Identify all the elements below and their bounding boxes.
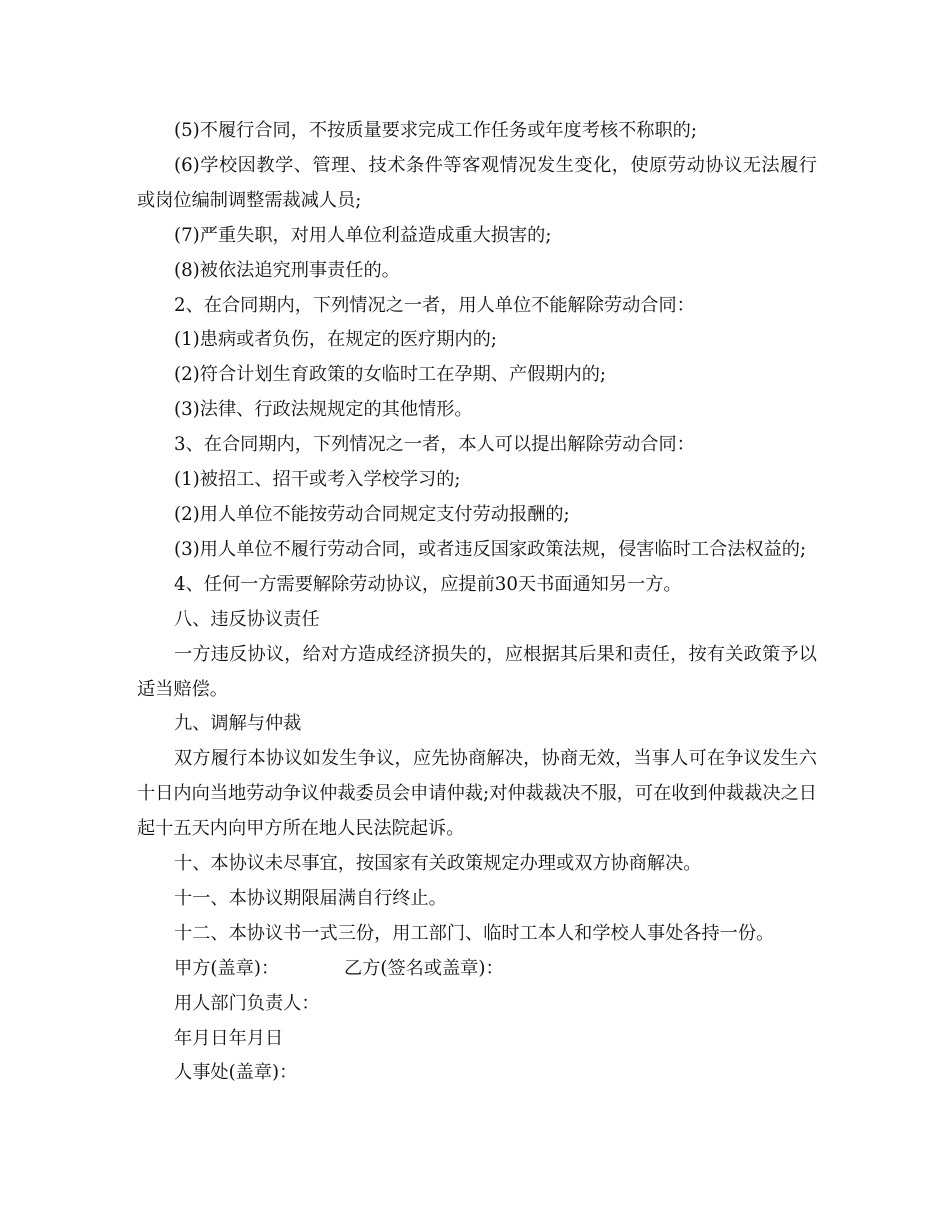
clause-3-item-3: (3)用人单位不履行劳动合同，或者违反国家政策法规，侵害临时工合法权益的; — [174, 538, 807, 560]
clause-item-5: (5)不履行合同，不按质量要求完成工作任务或年度考核不称职的; — [174, 120, 697, 141]
section-8-body: 一方违反协议，给对方造成经济损失的，应根据其后果和责任，按有关政策予以适当赔偿。 — [137, 643, 817, 700]
dept-head-row — [137, 987, 817, 1022]
clause-2-item-2: (2)符合计划生育政策的女临时工在孕期、产假期内的; — [174, 364, 607, 386]
clause-item-7: (7)严重失职，对用人单位利益造成重大损害的; — [174, 224, 552, 246]
section-10: 十、本协议未尽事宜，按国家有关政策规定办理或双方协商解决。 — [174, 853, 702, 875]
signature-parties-row — [137, 952, 817, 987]
clause-3-heading: 3、在合同期内，下列情况之一者，本人可以提出解除劳动合同： — [174, 434, 695, 456]
clause-2-item-3: (3)法律、行政法规规定的其他情形。 — [174, 399, 473, 421]
hr-office-seal-label: 人事处(盖章)： — [174, 1062, 298, 1084]
clause-2-item-1: (1)患病或者负伤，在规定的医疗期内的; — [174, 329, 497, 351]
clause-3-item-1: (1)被招工、招干或考入学校学习的; — [174, 469, 461, 491]
date-label: 年月日年月日 — [174, 1027, 284, 1049]
section-12: 十二、本协议书一式三份，用工部门、临时工本人和学校人事处各持一份。 — [174, 922, 775, 944]
clause-4: 4、任何一方需要解除劳动协议，应提前30天书面通知另一方。 — [174, 573, 682, 595]
section-8-heading: 八、违反协议责任 — [174, 608, 320, 630]
clause-2-heading: 2、在合同期内，下列情况之一者，用人单位不能解除劳动合同： — [174, 294, 695, 316]
clause-3-item-2: (2)用人单位不能按劳动合同规定支付劳动报酬的; — [174, 503, 570, 525]
dates-row — [137, 1022, 817, 1057]
party-a-seal-label: 甲方(盖章)： — [174, 957, 280, 979]
section-9-heading: 九、调解与仲裁 — [174, 713, 302, 735]
clause-item-6: (6)学校因教学、管理、技术条件等客观情况发生变化，使原劳动协议无法履行或岗位编制调整需裁减人员; — [137, 154, 817, 211]
hr-office-row — [137, 1056, 817, 1091]
section-11: 十一、本协议期限届满自行终止。 — [174, 887, 447, 909]
section-9-body: 双方履行本协议如发生争议，应先协商解决，协商无效，当事人可在争议发生六十日内向当地劳动争议仲裁委员会申请仲裁;对仲裁裁决不服，可在收到仲裁裁决之日起十五天内向甲方所在地人民法院起诉。 — [137, 748, 817, 840]
clause-item-8: (8)被依法追究刑事责任的。 — [174, 259, 400, 281]
document-page — [137, 114, 817, 1091]
dept-head-label: 用人部门负责人： — [174, 992, 320, 1014]
party-b-seal-label: 乙方(签名或盖章)： — [344, 957, 504, 979]
